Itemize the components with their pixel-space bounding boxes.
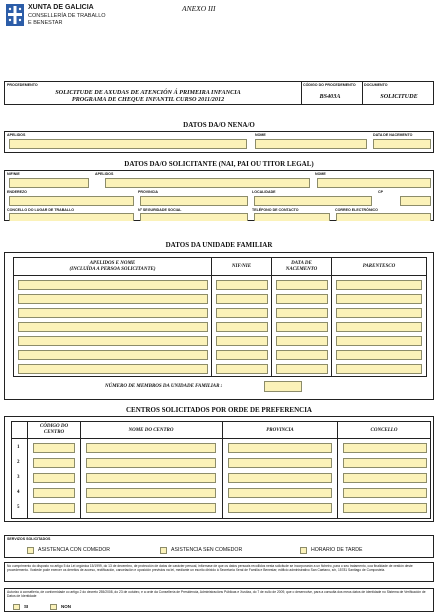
family-birth-field[interactable]	[276, 308, 328, 318]
applicant-locality-label: LOCALIDADE	[252, 190, 276, 194]
service-without-meals-label: ASISTENCIA SEN COMEDOR	[171, 547, 243, 553]
family-table	[13, 257, 427, 377]
family-name-field[interactable]	[18, 336, 208, 346]
centres-col-province: PROVINCIA	[266, 428, 294, 433]
applicant-name-field[interactable]	[317, 178, 431, 188]
consent-box	[4, 588, 434, 612]
family-birth-field[interactable]	[276, 350, 328, 360]
members-field[interactable]	[264, 381, 302, 392]
centres-header-divider	[12, 438, 430, 439]
child-name-label: NOME	[255, 133, 266, 137]
family-name-field[interactable]	[18, 308, 208, 318]
family-name-field[interactable]	[18, 322, 208, 332]
family-nif-field[interactable]	[216, 322, 268, 332]
centre-province-field[interactable]	[228, 503, 332, 513]
family-birth-field[interactable]	[276, 364, 328, 374]
members-label: NÚMERO DE MEMBROS DA UNIDADE FAMILIAR :	[105, 384, 223, 389]
applicant-address-field[interactable]	[9, 196, 134, 206]
family-relation-field[interactable]	[336, 336, 422, 346]
services-section	[4, 535, 434, 558]
centre-council-field[interactable]	[343, 488, 427, 498]
centre-code-field[interactable]	[33, 473, 75, 483]
centres-col-council: CONCELLO	[370, 428, 398, 433]
child-surnames-label: APELIDOS	[7, 133, 26, 137]
legal-notice-text: No cumprimento do disposto no artigo 5 da Lei orgánica 15/1999, do 13 de decembro, de protección de datos de carácter persoal, infórmase de que os datos persoais recollidos nesta solicitude se incorporarán a un ficheiro, para o seu tratamento, coa finalidade de xestión deste procedemento. Vostede pode exercer os dereitos de acceso, rectificación, cancelación e oposición previstos na lei, mediante un escrito dirixido á Secretaría Xeral de Familia e Benestar; edificio administrativo San Caetano, s/n, 15781 Santiago de Compostela.	[7, 564, 413, 572]
centres-section-title: CENTROS SOLICITADOS POR ORDE DE PREFERENCIA	[126, 406, 312, 414]
family-birth-field[interactable]	[276, 294, 328, 304]
family-birth-field[interactable]	[276, 322, 328, 332]
service-with-meals-checkbox[interactable]	[27, 547, 34, 554]
centre-council-field[interactable]	[343, 503, 427, 513]
document-label: DOCUMENTO	[364, 83, 388, 87]
divider	[301, 82, 302, 104]
services-label: SERVIZOS SOLICITADOS	[7, 537, 51, 541]
applicant-ss-label: Nº SEGURIDADE SOCIAL	[138, 208, 182, 212]
centre-name-field[interactable]	[86, 473, 216, 483]
family-relation-field[interactable]	[336, 350, 422, 360]
department-line2: E BENESTAR	[28, 20, 63, 26]
family-header-divider	[14, 275, 426, 276]
department-line1: CONSELLERÍA DE TRABALLO	[28, 13, 106, 19]
centres-col-name: NOME DO CENTRO	[128, 428, 174, 433]
centres-table	[11, 421, 431, 519]
procedure-code-label: CÓDIGO DO PROCEDEMENTO	[303, 83, 356, 87]
child-name-field[interactable]	[255, 139, 367, 149]
centre-province-field[interactable]	[228, 488, 332, 498]
applicant-section	[4, 170, 434, 221]
family-col-names: APELIDOS E NOME	[89, 261, 136, 266]
family-relation-field[interactable]	[336, 364, 422, 374]
document-value: SOLICITUDE	[380, 93, 418, 100]
applicant-council-field[interactable]	[9, 213, 134, 221]
centre-row-number: 2	[17, 460, 20, 465]
family-relation-field[interactable]	[336, 280, 422, 290]
applicant-province-label: PROVINCIA	[138, 190, 158, 194]
applicant-postcode-label: CP	[378, 190, 383, 194]
applicant-nif-label: NIF/NIE	[7, 172, 20, 176]
xunta-cross-logo-icon	[6, 4, 24, 26]
family-col-birth-sub: NACEMENTO	[285, 267, 318, 272]
applicant-postcode-field[interactable]	[400, 196, 431, 206]
family-relation-field[interactable]	[336, 308, 422, 318]
procedure-title-line2: PROGRAMA DE CHEQUE INFANTIL CURSO 2011/2012	[71, 96, 225, 103]
xunta-logo	[6, 4, 24, 26]
child-birth-field[interactable]	[373, 139, 431, 149]
consent-text: Autorizo á consellería, de conformidade co artigo 2 do decreto 255/2008, do 23 de outubro, e a orde da Consellería de Presidencia, Administracións Públicas e Xustiza, do 7 de xullo de 2009, que o desenvolve, para a consulta dos meus datos de identidade no Sistema de Verificación de Datos de Identidade	[7, 590, 426, 598]
family-nif-field[interactable]	[216, 294, 268, 304]
service-with-meals-label: ASISTENCIA CON COMEDOR	[38, 547, 111, 553]
procedure-code-value: BS403A	[319, 93, 341, 100]
applicant-phone-field[interactable]	[254, 213, 330, 221]
col-divider	[222, 422, 223, 518]
centre-council-field[interactable]	[343, 443, 427, 453]
family-relation-field[interactable]	[336, 322, 422, 332]
family-nif-field[interactable]	[216, 364, 268, 374]
service-without-meals-checkbox[interactable]	[160, 547, 167, 554]
family-col-names-sub: (INCLUÍDA A PERSOA SOLICITANTE)	[69, 267, 156, 272]
org-name: XUNTA DE GALICIA	[28, 4, 94, 11]
divider	[362, 82, 363, 104]
applicant-name-label: NOME	[315, 172, 326, 176]
centre-code-field[interactable]	[33, 443, 75, 453]
centre-council-field[interactable]	[343, 473, 427, 483]
centre-name-field[interactable]	[86, 488, 216, 498]
family-section-title: DATOS DA UNIDADE FAMILIAR	[165, 241, 273, 249]
centre-row-number: 5	[17, 505, 20, 510]
col-divider	[80, 422, 81, 518]
family-nif-field[interactable]	[216, 280, 268, 290]
centre-province-field[interactable]	[228, 443, 332, 453]
applicant-ss-field[interactable]	[140, 213, 248, 221]
centre-row-number: 1	[17, 445, 20, 450]
centre-row-number: 4	[17, 490, 20, 495]
centre-name-field[interactable]	[86, 458, 216, 468]
service-afternoon-checkbox[interactable]	[300, 547, 307, 554]
centres-col-code: CÓDIGO DO	[39, 424, 69, 429]
consent-no-checkbox[interactable]	[50, 604, 57, 610]
procedure-label: PROCEDEMENTO	[7, 83, 38, 87]
procedure-title-line1: SOLICITUDE DE AXUDAS DE ATENCIÓN Á PRIMEIRA INFANCIA	[55, 89, 241, 96]
family-name-field[interactable]	[18, 364, 208, 374]
applicant-email-label: CORREO ELECTRÓNICO	[335, 208, 378, 212]
centre-province-field[interactable]	[228, 458, 332, 468]
centre-code-field[interactable]	[33, 458, 75, 468]
family-nif-field[interactable]	[216, 350, 268, 360]
applicant-surnames-field[interactable]	[105, 178, 310, 188]
applicant-email-field[interactable]	[336, 213, 431, 221]
applicant-surnames-label: APELIDOS	[95, 172, 114, 176]
child-section-title: DATOS DA/O NENA/O	[183, 121, 255, 129]
annex-title: ANEXO III	[182, 4, 216, 13]
applicant-locality-field[interactable]	[254, 196, 372, 206]
family-col-nif: NIF/NIE	[231, 264, 252, 269]
consent-no-label: NON	[61, 604, 71, 609]
applicant-address-label: ENDEREZO	[7, 190, 27, 194]
applicant-nif-field[interactable]	[9, 178, 89, 188]
family-section	[4, 252, 434, 400]
applicant-section-title: DATOS DA/O SOLICITANTE (NAI, PAI OU TITOR LEGAL)	[124, 160, 314, 168]
family-name-field[interactable]	[18, 294, 208, 304]
child-birth-label: DATA DE NACEMENTO	[373, 133, 413, 137]
col-divider	[271, 258, 272, 376]
col-divider	[337, 422, 338, 518]
centres-col-code-sub: CENTRO	[43, 430, 65, 435]
family-col-relation: PARENTESCO	[362, 264, 396, 269]
family-name-field[interactable]	[18, 280, 208, 290]
procedure-box	[4, 81, 434, 105]
family-name-field[interactable]	[18, 350, 208, 360]
applicant-phone-label: TELÉFONO DE CONTACTO	[252, 208, 299, 212]
service-afternoon-label: HORARIO DE TARDE	[311, 547, 363, 553]
col-divider	[27, 422, 28, 518]
centre-name-field[interactable]	[86, 443, 216, 453]
consent-yes-checkbox[interactable]	[13, 604, 20, 610]
col-divider	[211, 258, 212, 376]
legal-notice-box	[4, 562, 434, 582]
family-nif-field[interactable]	[216, 336, 268, 346]
family-birth-field[interactable]	[276, 280, 328, 290]
child-surnames-field[interactable]	[9, 139, 247, 149]
applicant-council-label: CONCELLO DO LUGAR DE TRABALLO	[7, 208, 75, 212]
family-nif-field[interactable]	[216, 308, 268, 318]
centre-province-field[interactable]	[228, 473, 332, 483]
centre-row-number: 3	[17, 475, 20, 480]
centre-name-field[interactable]	[86, 503, 216, 513]
family-relation-field[interactable]	[336, 294, 422, 304]
applicant-province-field[interactable]	[140, 196, 248, 206]
consent-yes-label: SI	[24, 604, 29, 609]
centres-section	[4, 416, 434, 522]
centre-code-field[interactable]	[33, 503, 75, 513]
col-divider	[331, 258, 332, 376]
family-col-birth: DATA DE	[291, 261, 312, 266]
centre-council-field[interactable]	[343, 458, 427, 468]
centre-code-field[interactable]	[33, 488, 75, 498]
family-birth-field[interactable]	[276, 336, 328, 346]
child-section	[4, 131, 434, 153]
